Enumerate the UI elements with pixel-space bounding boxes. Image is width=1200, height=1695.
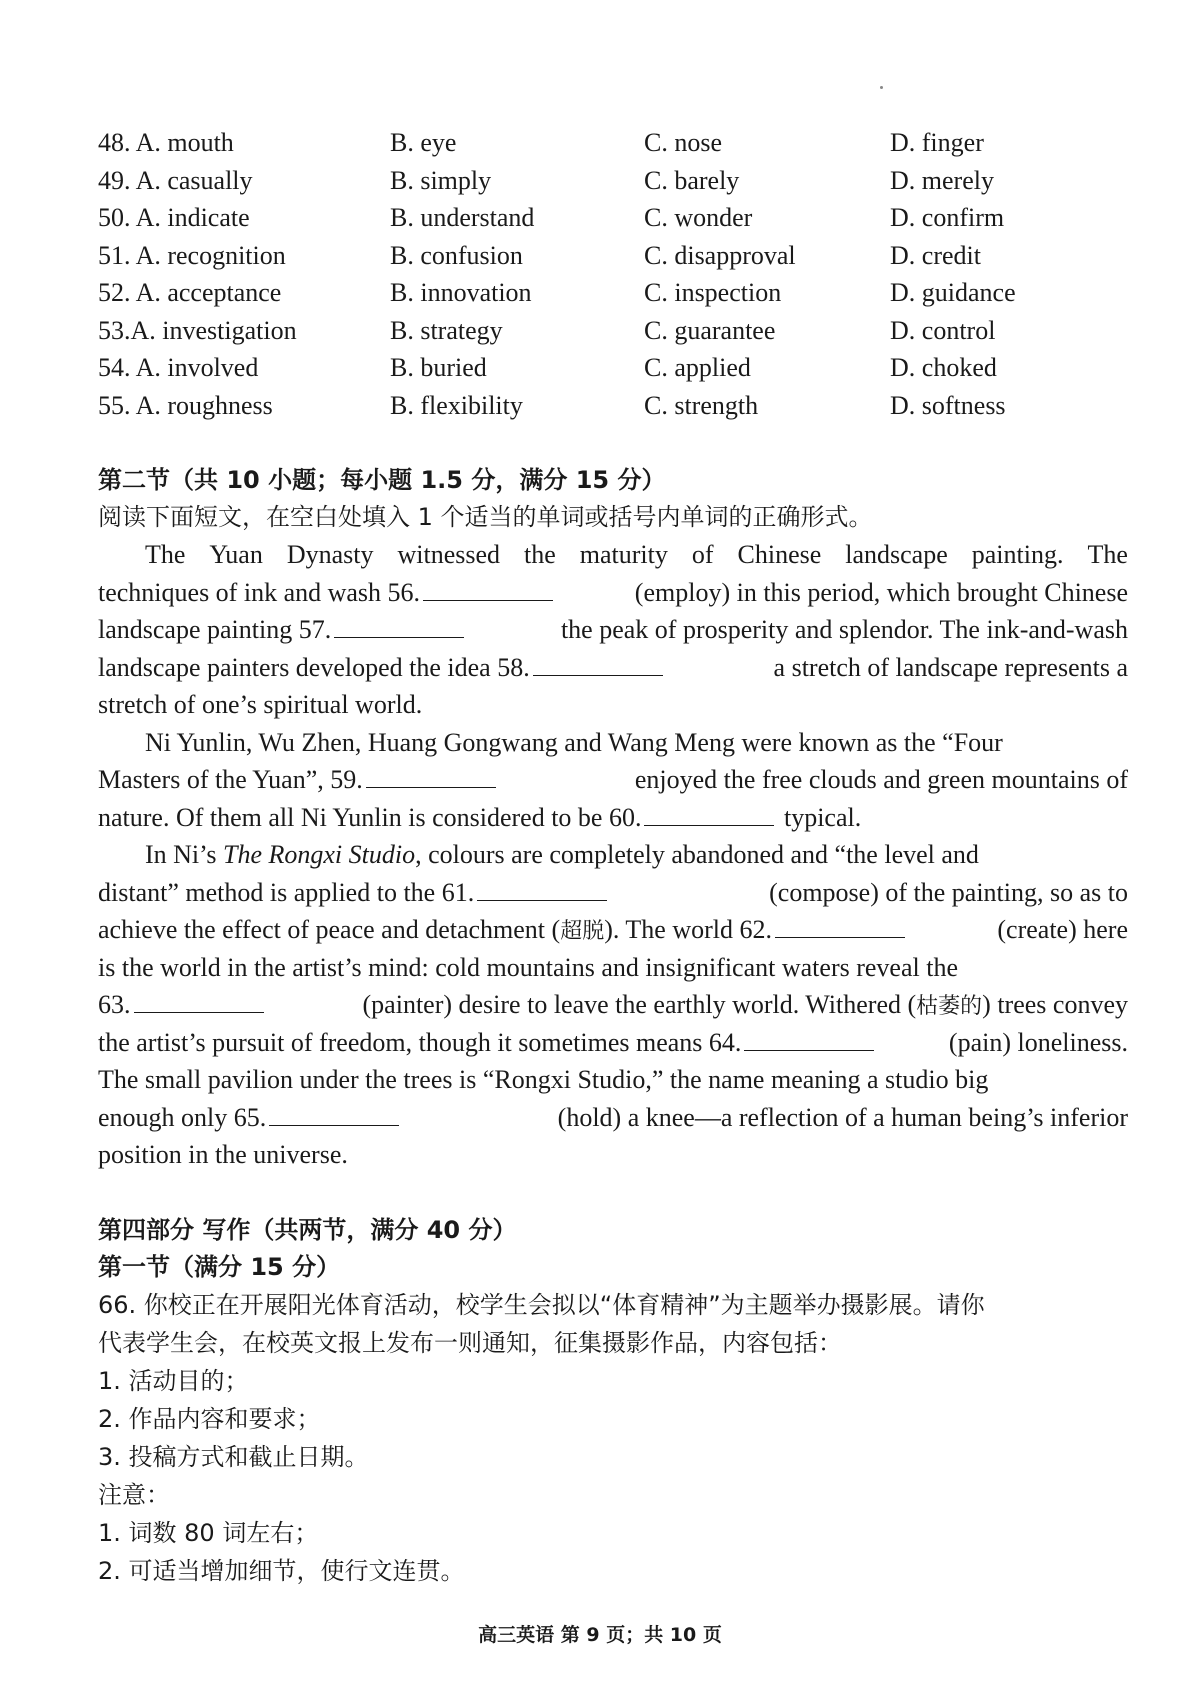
blank-62[interactable] (775, 911, 905, 938)
passage-text: (pain) loneliness. (948, 1027, 1128, 1057)
option-row-54 (98, 349, 1058, 387)
blank-58[interactable] (533, 649, 663, 676)
passage-word: landscape (845, 540, 948, 569)
note-label: 注意： (98, 1481, 170, 1509)
option-row-49 (98, 162, 1058, 200)
option-a: 49. A. casually (98, 165, 253, 195)
option-b: B. confusion (390, 240, 523, 270)
passage-text: landscape painters developed the idea 58. (98, 652, 530, 682)
option-b: B. eye (390, 128, 457, 157)
passage-line (98, 724, 1128, 762)
option-d: D. guidance (890, 278, 1016, 307)
option-b: B. understand (390, 203, 535, 232)
passage-text: 63. (98, 990, 131, 1019)
passage-line (98, 686, 1128, 724)
passage-text: The small pavilion under the trees is “Rongxi Studio,” the name meaning a studio big (98, 1065, 989, 1094)
blank-59[interactable] (366, 761, 496, 788)
blank-64[interactable] (744, 1024, 874, 1051)
option-row-48 (98, 124, 1058, 162)
option-d: D. choked (890, 353, 997, 382)
option-d: D. softness (890, 390, 1006, 420)
passage-text: a stretch of landscape represents a (773, 652, 1128, 682)
passage-line (98, 1099, 1128, 1137)
cloze-passage (98, 536, 1128, 1174)
scan-speck (880, 86, 883, 89)
passage-word: Dynasty (286, 540, 374, 569)
blank-60[interactable] (644, 799, 774, 826)
option-c: C. disapproval (644, 240, 796, 270)
content-item: 3. 投稿方式和截止日期。 (98, 1443, 369, 1471)
passage-text: , colours are completely abandoned and “the level and (415, 840, 979, 869)
passage-text: nature. Of them all Ni Yunlin is considered to be 60. (98, 802, 642, 832)
passage-line (98, 536, 1128, 574)
passage-text: Ni Yunlin, Wu Zhen, Huang Gongwang and Wang Meng were known as the “Four (145, 727, 1003, 757)
option-b: B. simply (390, 165, 492, 195)
gloss-cjk: 枯萎的 (916, 994, 983, 1019)
blank-65[interactable] (269, 1099, 399, 1126)
option-d: D. confirm (890, 203, 1005, 232)
passage-line (98, 911, 1128, 949)
option-b: B. strategy (390, 315, 503, 345)
passage-text: enjoyed the free clouds and green mountains of (634, 765, 1128, 794)
section2-instruction: 阅读下面短文，在空白处填入 1 个适当的单词或括号内单词的正确形式。 (98, 503, 873, 531)
option-a: 55. A. roughness (98, 390, 273, 420)
writing-section1-heading: 第一节（满分 15 分） (98, 1253, 341, 1281)
passage-line (98, 574, 1128, 612)
note-item: 2. 可适当增加细节，使行文连贯。 (98, 1557, 465, 1585)
passage-text: is the world in the artist’s mind: cold mountains and insignificant waters reveal the (98, 952, 958, 982)
passage-text: ) trees convey (982, 990, 1128, 1019)
option-a: 51. A. recognition (98, 240, 286, 270)
blank-63[interactable] (134, 986, 264, 1013)
option-row-50 (98, 199, 1058, 237)
passage-text: In Ni’s (145, 840, 217, 869)
option-c: C. guarantee (644, 315, 776, 345)
option-d: D. credit (890, 240, 981, 270)
passage-word: maturity (579, 540, 668, 569)
option-c: C. nose (644, 128, 722, 157)
passage-line (98, 761, 1128, 799)
passage-text: position in the universe. (98, 1140, 348, 1169)
passage-line (98, 1136, 1128, 1174)
passage-line (98, 836, 1128, 874)
option-a: 53.A. investigation (98, 315, 297, 345)
options-table (98, 124, 1058, 424)
passage-text: (painter) desire to leave the earthly world. Withered ( (362, 990, 917, 1019)
note-item: 1. 词数 80 词左右； (98, 1519, 319, 1547)
option-row-53 (98, 312, 1058, 350)
passage-line (98, 799, 1128, 837)
option-a: 52. A. acceptance (98, 278, 282, 307)
option-d: D. control (890, 315, 996, 345)
passage-text: (create) here (997, 915, 1128, 944)
content-item: 1. 活动目的； (98, 1367, 249, 1395)
passage-text: the peak of prosperity and splendor. The ink-and-wash (560, 615, 1128, 644)
content-item: 2. 作品内容和要求； (98, 1405, 321, 1433)
passage-word: witnessed (397, 540, 501, 569)
passage-line (98, 649, 1128, 687)
passage-line (98, 1024, 1128, 1062)
option-d: D. finger (890, 128, 984, 157)
option-c: C. inspection (644, 278, 782, 307)
passage-word: Yuan (209, 540, 263, 569)
passage-text: (employ) in this period, which brought Chinese (634, 577, 1128, 607)
q66-prompt-line1: 66. 你校正在开展阳光体育活动，校学生会拟以“体育精神”为主题举办摄影展。请你 (98, 1291, 985, 1319)
q66-prompt-line2: 代表学生会，在校英文报上发布一则通知，征集摄影作品，内容包括： (98, 1329, 842, 1357)
section2-header (98, 462, 1128, 536)
passage-text: techniques of ink and wash 56. (98, 577, 421, 607)
option-a: 50. A. indicate (98, 203, 250, 232)
option-d: D. merely (890, 165, 994, 195)
gloss-cjk: 超脱 (560, 919, 605, 944)
passage-word: The (1087, 540, 1128, 569)
option-c: C. wonder (644, 203, 753, 232)
option-b: B. innovation (390, 278, 532, 307)
writing-section (98, 1212, 1128, 1590)
passage-text: (hold) a knee—a reflection of a human being’s inferior (557, 1102, 1128, 1132)
passage-text: the artist’s pursuit of freedom, though it sometimes means 64. (98, 1027, 742, 1057)
passage-text: Masters of the Yuan”, 59. (98, 765, 363, 794)
option-row-51 (98, 237, 1058, 275)
section2-heading: 第二节（共 10 小题；每小题 1.5 分，满分 15 分） (98, 466, 666, 494)
passage-text: typical. (783, 802, 862, 832)
passage-line (98, 1061, 1128, 1099)
passage-line (98, 949, 1128, 987)
passage-line (98, 986, 1128, 1024)
option-row-52 (98, 274, 1058, 312)
blank-61[interactable] (477, 874, 607, 901)
passage-text: landscape painting 57. (98, 615, 332, 644)
option-a: 54. A. involved (98, 353, 259, 382)
passage-word: the (524, 540, 556, 569)
passage-text: stretch of one’s spiritual world. (98, 690, 423, 719)
passage-text: achieve the effect of peace and detachment ( (98, 915, 561, 944)
option-c: C. strength (644, 390, 759, 420)
passage-word: The (145, 540, 186, 569)
option-c: C. applied (644, 353, 751, 382)
option-row-55 (98, 387, 1058, 425)
passage-word: painting. (971, 540, 1064, 569)
option-a: 48. A. mouth (98, 128, 234, 157)
passage-text: distant” method is applied to the 61. (98, 877, 475, 907)
passage-text: enough only 65. (98, 1102, 267, 1132)
blank-56[interactable] (423, 574, 553, 601)
passage-text: ). The world 62. (604, 915, 772, 944)
painting-title: The Rongxi Studio (223, 840, 416, 869)
passage-word: of (691, 540, 714, 569)
passage-line (98, 611, 1128, 649)
passage-line (98, 874, 1128, 912)
option-c: C. barely (644, 165, 740, 195)
option-b: B. buried (390, 353, 487, 382)
page-footer: 高三英语 第 9 页；共 10 页 (478, 1624, 722, 1646)
option-b: B. flexibility (390, 390, 523, 420)
part4-heading: 第四部分 写作（共两节，满分 40 分） (98, 1216, 517, 1244)
passage-word: Chinese (737, 540, 822, 569)
blank-57[interactable] (334, 611, 464, 638)
passage-text: (compose) of the painting, so as to (769, 877, 1128, 907)
